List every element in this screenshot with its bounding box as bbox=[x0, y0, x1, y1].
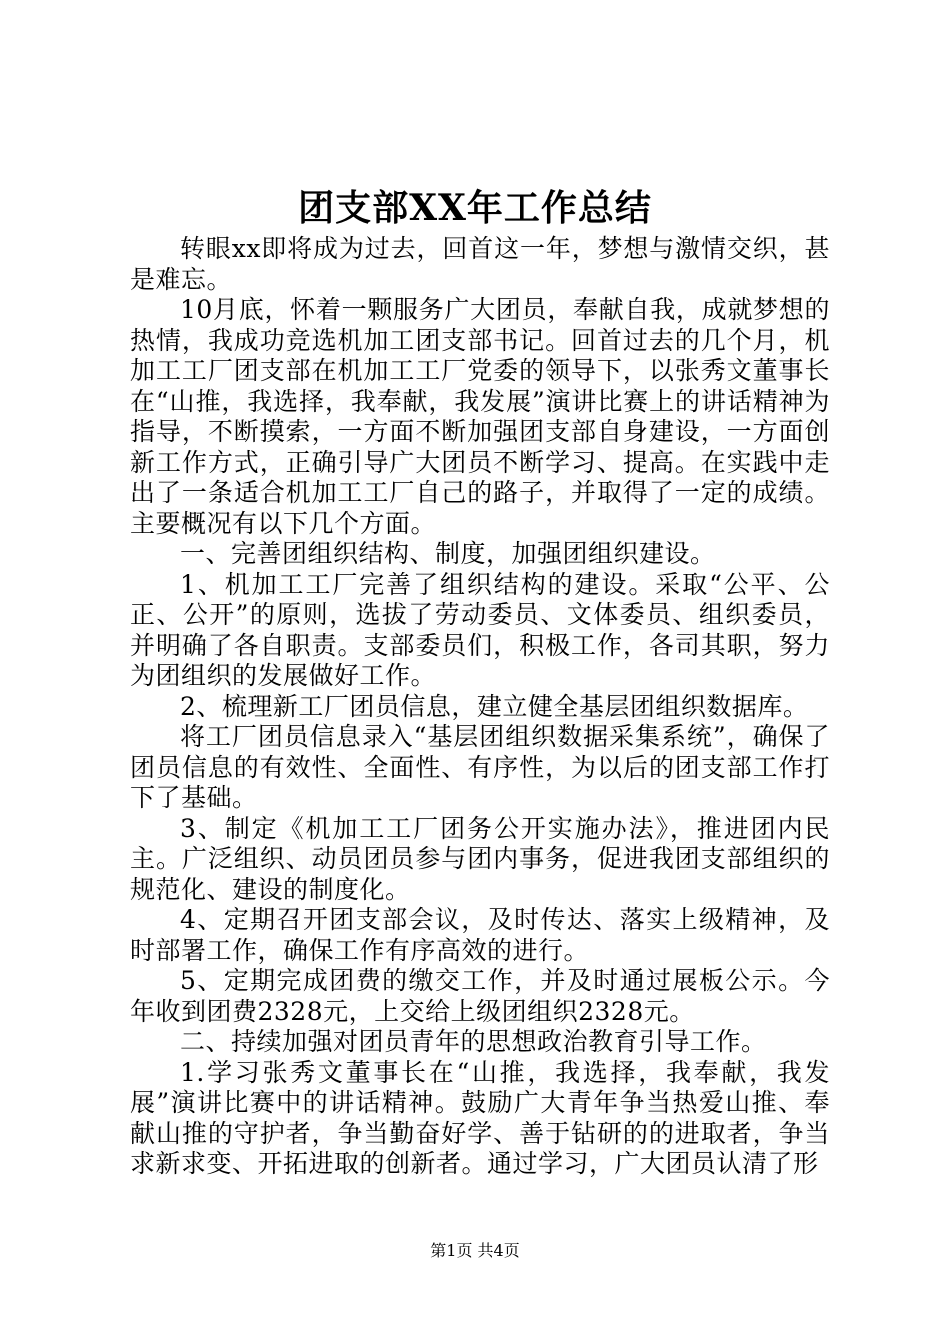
paragraph-item-4: 4、定期召开团支部会议，及时传达、落实上级精神，及时部署工作，确保工作有序高效的进行。 bbox=[130, 905, 830, 965]
paragraph-intro: 转眼xx即将成为过去，回首这一年，梦想与激情交织，甚是难忘。 bbox=[130, 234, 830, 294]
paragraph-item-1: 1、机加工工厂完善了组织结构的建设。采取“公平、公正、公开”的原则，选拔了劳动委员、文体委员、组织委员，并明确了各自职责。支部委员们，积极工作，各司其职，努力为团组织的发展做好工作。 bbox=[130, 569, 830, 690]
section-heading-2: 二、持续加强对团员青年的思想政治教育引导工作。 bbox=[180, 1027, 767, 1056]
paragraph-item-2: 2、梳理新工厂团员信息，建立健全基层团组织数据库。 bbox=[180, 691, 809, 721]
paragraph-item-5: 5、定期完成团费的缴交工作，并及时通过展板公示。今年收到团费2328元，上交给上级团组织2328元。 bbox=[130, 966, 830, 1026]
paragraph-item-3: 3、制定《机加工工厂团务公开实施办法》，推进团内民主。广泛组织、动员团员参与团内事务，促进我团支部组织的规范化、建设的制度化。 bbox=[130, 813, 830, 904]
section-heading-1: 一、完善团组织结构、制度，加强团组织建设。 bbox=[180, 539, 716, 568]
paragraph-overview: 10月底，怀着一颗服务广大团员，奉献自我，成就梦想的热情，我成功竞选机加工团支部书记。回首过去的几个月，机加工工厂团支部在机加工工厂党委的领导下，以张秀文董事长在“山推，我选择，我奉献，我发展”演讲比赛上的讲话精神为指导，不断摸索，一方面不断加强团支部自身建设，一方面创新工作方式，正确引导广大团员不断学习、提高。在实践中走出了一条适合机加工工厂自己的路子，并取得了一定的成绩。主要概况有以下几个方面。 bbox=[130, 295, 830, 538]
page-footer: 第1页 共4页 bbox=[430, 1241, 520, 1260]
paragraph-section-2-item-1: 1.学习张秀文董事长在“山推，我选择，我奉献，我发展”演讲比赛中的讲话精神。鼓励广大青年争当热爱山推、奉献山推的守护者，争当勤奋好学、善于钻研的的进取者，争当求新求变、开拓进取的创新者。通过学习，广大团员认清了形 bbox=[130, 1057, 830, 1178]
document-body bbox=[130, 234, 830, 1180]
paragraph-item-2-detail: 将工厂团员信息录入“基层团组织数据采集系统”，确保了团员信息的有效性、全面性、有序性，为以后的团支部工作打下了基础。 bbox=[130, 722, 830, 812]
document-title: 团支部XX年工作总结 bbox=[298, 187, 652, 229]
